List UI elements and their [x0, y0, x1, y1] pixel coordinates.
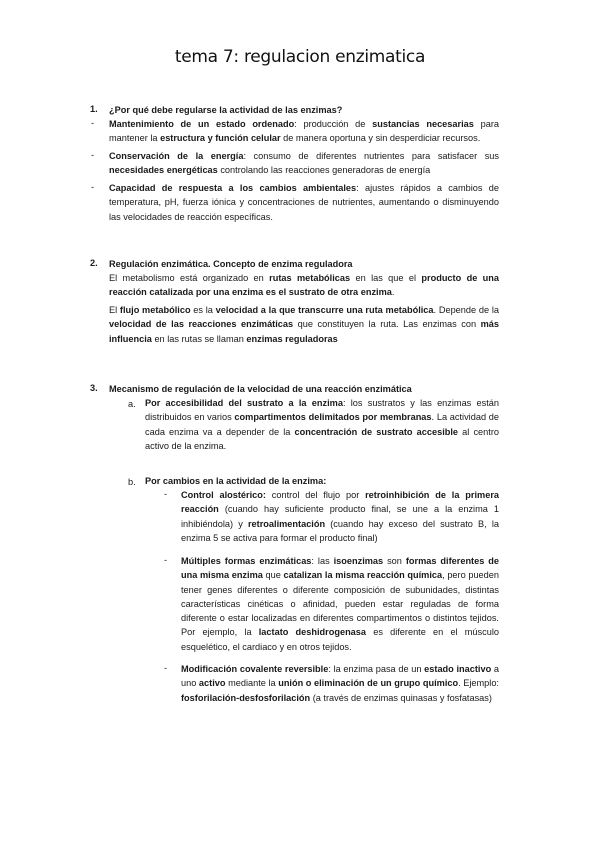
item-term: catalizan la misma reacción química [283, 570, 443, 581]
item-term: Modificación covalente reversible [181, 664, 329, 674]
item-term: sustancias necesarias [372, 119, 474, 129]
item-term: retroinhibición de la primera reacción [181, 490, 500, 515]
item-term: Múltiples formas enzimáticas [181, 556, 312, 566]
item-text: de manera oportuna y sin desperdiciar recursos. [280, 133, 481, 144]
item-text: (cuando hay exceso del sustrato B, la enzima 5 se activa para formar el producto final) [181, 518, 499, 543]
section-2-heading: Regulación enzimática. Concepto de enzima reguladora [109, 259, 353, 269]
subsection-b-item-3 [181, 662, 499, 705]
para-text: : los sustratos y las enzimas están distribuidos en varios [145, 398, 499, 423]
bullet-dash: - [91, 150, 95, 160]
item-term: Conservación de la energía [109, 151, 244, 161]
section-2-paragraph-1 [109, 271, 499, 300]
section-1-heading: ¿Por qué debe regularse la actividad de las enzimas? [109, 105, 343, 115]
section-3-number: 3. [90, 383, 98, 393]
item-term: activo [198, 678, 226, 689]
subsection-b-label: b. [128, 477, 136, 487]
item-text: es diferente en el músculo esquelético, el cardiaco y en otros tejidos. [181, 627, 499, 652]
item-term: formas diferentes de una misma enzima [181, 556, 499, 581]
para-term: producto de una reacción catalizada por una enzima es el sustrato de otra enzima [109, 273, 500, 298]
item-text: controlando las reacciones generadoras de energía [217, 165, 431, 176]
item-text: : ajustes rápidos a cambios de temperatura, pH, fuerza iónica y concentraciones de nutrientes, aumentando o disminuyendo las velocidades de reacción específicas. [109, 183, 499, 222]
para-text: . Depende de la [433, 305, 499, 315]
item-term: necesidades energéticas [109, 165, 218, 176]
section-3-heading: Mecanismo de regulación de la velocidad de una reacción enzimática [109, 384, 412, 394]
item-term: lactato deshidrogenasa [258, 627, 367, 638]
para-term: enzimas reguladoras [246, 333, 338, 344]
item-text: , pero pueden tener genes diferentes o diferente composición de subunidades, distintas características cinéticas o afinidad, pueden estar reguladas de forma diferente o estar localizadas en diferentes compartimentos o distintos tejidos. Por ejemplo, la [181, 570, 499, 638]
item-text: para mantener la [109, 119, 499, 144]
subsection-b-item-2 [181, 554, 499, 654]
item-text: . Ejemplo: [458, 678, 499, 689]
item-text: a uno [181, 664, 500, 689]
para-text: en las rutas se llaman [151, 333, 247, 344]
bullet-dash: - [91, 118, 95, 128]
item-text: que [262, 570, 284, 581]
item-term: unión o eliminación de un grupo químico [278, 678, 459, 689]
para-term: flujo metabólico [119, 305, 191, 315]
section-1-item-3 [109, 181, 499, 224]
para-term: rutas metabólicas [269, 273, 351, 283]
item-text: : la enzima pasa de un [328, 664, 425, 674]
para-term: concentración de sustrato accesible [294, 426, 459, 437]
subsection-a-label: a. [128, 399, 136, 409]
item-term: Capacidad de respuesta a los cambios ambientales [109, 183, 357, 193]
para-text: El [109, 305, 120, 315]
item-text: (cuando hay suficiente producto final, se une a la enzima 1 inhibiéndola) y [181, 504, 499, 529]
item-term: Mantenimiento de un estado ordenado [109, 119, 295, 129]
bullet-dash: - [164, 489, 168, 499]
item-text: son [383, 556, 406, 566]
para-text: . [391, 287, 395, 298]
subsection-b-heading: Por cambios en la actividad de la enzima: [145, 476, 327, 486]
subsection-a-text [145, 396, 499, 453]
item-term: estructura y función celular [160, 133, 281, 144]
item-text: : consumo de diferentes nutrientes para satisfacer sus [243, 151, 499, 161]
section-1-item-1 [109, 117, 499, 146]
page-title: tema 7: regulacion enzimatica [174, 47, 426, 67]
para-text: El metabolismo está organizado en [109, 273, 270, 283]
para-text: en las que el [350, 273, 422, 283]
section-1-number: 1. [90, 104, 98, 114]
para-term: más influencia [109, 319, 499, 344]
item-term: fosforilación-desfosforilación [181, 692, 311, 703]
para-text: que constituyen la ruta. Las enzimas con [293, 319, 481, 330]
para-term: compartimentos delimitados por membranas [234, 412, 432, 423]
item-text: : las [311, 556, 334, 566]
para-term: Por accesibilidad del sustrato a la enzima [145, 398, 343, 408]
para-text: al centro activo de la enzima. [145, 426, 499, 451]
item-term: isoenzimas [333, 556, 384, 566]
item-term: retroalimentación [247, 518, 326, 529]
section-2-number: 2. [90, 258, 98, 268]
bullet-dash: - [164, 663, 168, 673]
item-term: Control alostérico: [181, 490, 266, 500]
subsection-b-item-1 [181, 488, 499, 545]
item-text: : producción de [294, 119, 373, 129]
bullet-dash: - [164, 555, 168, 565]
item-text: (a través de enzimas quinasas y fosfatasas) [310, 692, 492, 703]
item-text: control del flujo por [265, 490, 366, 500]
para-text: es la [190, 305, 216, 315]
para-text: . La actividad de cada enzima va a depender de la [145, 412, 500, 437]
item-text: mediante la [225, 678, 279, 689]
section-2-paragraph-2 [109, 303, 499, 346]
item-term: estado inactivo [424, 664, 492, 674]
bullet-dash: - [91, 182, 95, 192]
para-term: velocidad de las reacciones enzimáticas [109, 319, 294, 330]
para-term: velocidad a la que transcurre una ruta metabólica [215, 305, 434, 315]
section-1-item-2 [109, 149, 499, 178]
